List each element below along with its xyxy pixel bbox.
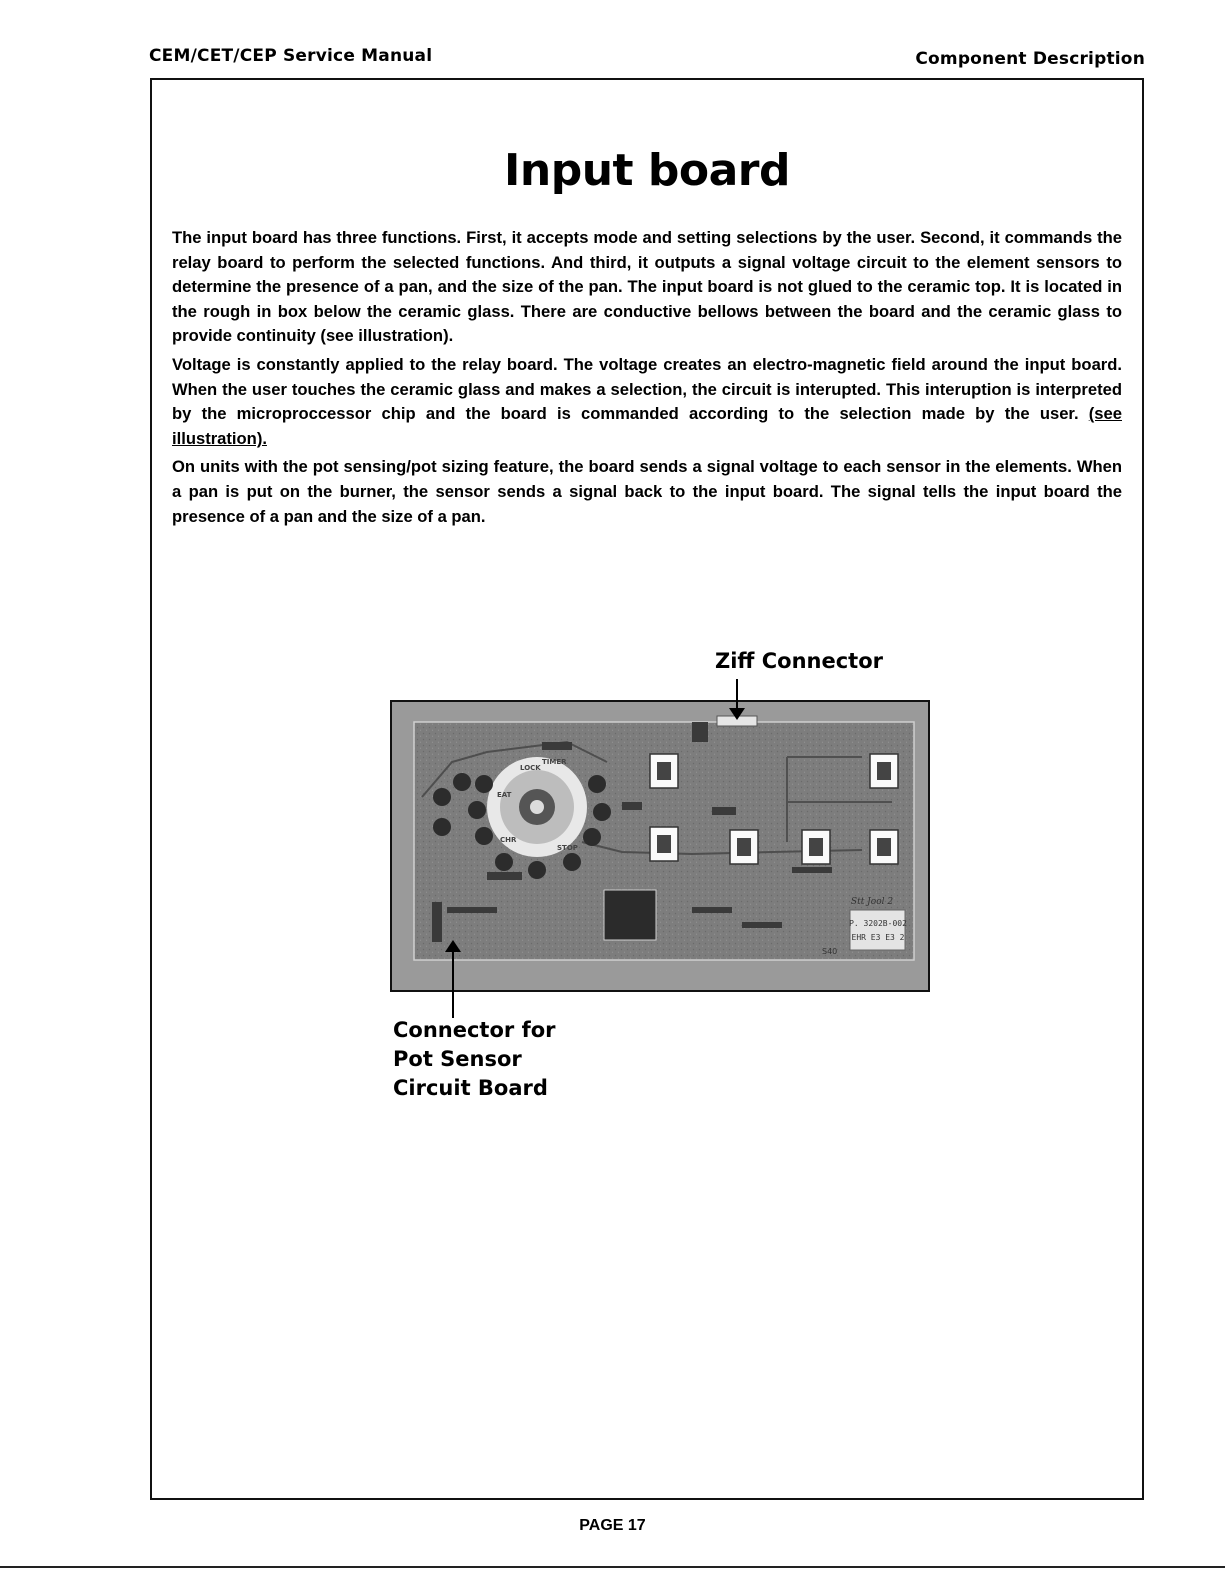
dial-text-lock: LOCK	[520, 764, 541, 772]
pot-sensor-connector-label	[393, 1016, 555, 1103]
board-label-code: EHR E3 E3 2	[851, 933, 905, 942]
dial-text-stop: STOP	[557, 844, 578, 852]
board-handwriting: Stt Jool 2	[850, 897, 894, 907]
header-section-title: Component Description	[915, 49, 1145, 69]
paragraph-pot-sensing: On units with the pot sensing/pot sizing feature, the board sends a signal voltage to each sensor in the elements. When a pan is put on the burner, the sensor sends a signal back to the input board. The signal tells the input board the presence of a pan and the size of a pan.	[172, 457, 1122, 526]
pot-label-line-3: Circuit Board	[393, 1076, 548, 1100]
board-small-marking: S40	[822, 947, 838, 956]
dial-text-timer: TIMER	[542, 758, 567, 766]
paragraph-voltage-text: Voltage is constantly applied to the relay board. The voltage creates an electro-magnetic field around the input board. When the user touches the ceramic glass and makes a selection, the circuit is interupted. This interuption is interpreted by the microproccessor chip and the board is commanded according to the selection made by the user.	[172, 354, 1122, 424]
dial-text-chr: CHR	[500, 836, 517, 844]
page-number: PAGE 17	[579, 1517, 646, 1534]
dial-text-eat: EAT	[497, 791, 512, 799]
pot-label-line-1: Connector for	[393, 1018, 556, 1042]
board-label-part-number: P. 3202B-002	[849, 919, 907, 928]
header-manual-title: CEM/CET/CEP Service Manual	[149, 46, 433, 66]
pot-label-line-2: Pot Sensor	[393, 1047, 522, 1071]
bottom-rule	[0, 1566, 1225, 1568]
input-board-photo	[390, 700, 930, 992]
page-title: Input board	[504, 145, 790, 196]
ziff-connector-label: Ziff Connector	[715, 649, 883, 673]
see-illustration-link[interactable]: (see illustration).	[172, 404, 1122, 448]
body-text	[172, 226, 1122, 533]
circuit-board-illustration	[392, 702, 928, 990]
paragraph-functions: The input board has three functions. First, it accepts mode and setting selections by the user. Second, it commands the relay board to perform the selected functions. And third, it outputs a signal voltage circuit to the element sensors to determine the presence of a pan, and the size of the pan. The input board is not glued to the ceramic top. It is located in the rough in box below the ceramic glass. There are conductive bellows between the board and the ceramic glass to provide continuity (see illustration).	[172, 228, 1122, 346]
paragraph-voltage	[172, 353, 1122, 451]
